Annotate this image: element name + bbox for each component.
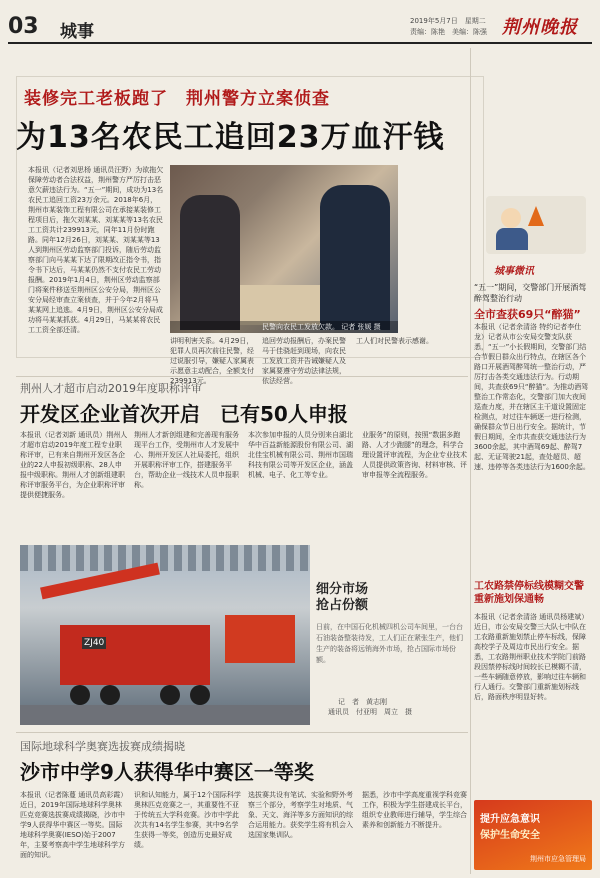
- cartoon-head: [501, 208, 521, 228]
- issue-date: 2019年5月7日 星期二: [410, 17, 486, 25]
- ad-banner-line1: 提升应急意识: [480, 814, 540, 825]
- side-news2-title: 工农路禁停标线模糊交警重新施划保通畅: [474, 581, 584, 605]
- traffic-cone-icon: [528, 206, 544, 226]
- divider: [16, 376, 468, 377]
- side-news2-body: 本报讯（记者余清洛 通讯员杨建斌）近日，市公安局交警三大队七中队在工农路重新施划禁止停车标线，保障高校学子及周边市民出行安全。据悉，工农路荆州职业技术学院门前路段因禁停标线时间较长已模糊不清，一些车辆随意停放，影响过往车辆和行人通行。交警部门重新施划标线后，路面秩序明显好转。: [474, 613, 589, 701]
- article2-kicker: 荆州人才超市启动2019年度职称评审: [20, 382, 202, 395]
- lead-headline: 为13名农民工追回23万血汗钱: [16, 120, 445, 155]
- article3-column-1: 本报讯（记者陈蔓 通讯员高彩霞）近日，2019年国际地球科学奥林匹克竞赛选拔赛成绩揭晓，沙市中学9人获得华中赛区一等奖。国际地球科学奥赛(IESO)始于2007年，主要考察高中学生地球科学方面的知识。: [20, 791, 128, 859]
- lead-subtitle: 装修完工老板跑了 荆州警方立案侦查: [24, 89, 330, 109]
- article3-column-4: 据悉，沙市中学高度重视学科竞赛工作，积极为学生搭建成长平台，组织专业教师进行辅导，学生综合素养和创新能力不断提升。: [362, 791, 467, 829]
- lead-column-4: 工人们对民警表示感谢。: [356, 337, 433, 345]
- article2-column-3: 本次参加申报的人员分别来自湖北华中百益新能源股份有限公司、湖北佳宝机械有限公司、荆州市国瑞科技有限公司等开发区企业，涵盖机械、电子、化工等专业。: [248, 431, 353, 479]
- lead-column-1: 本报讯（记者刘思杨 通讯员汪野）为欲拖欠保障劳动者合法权益，荆州警方严厉打击恶意欠薪违法行为。“五一”期间，成功为13名农民工追回工资23万余元。2018年6月，荆州市某装饰工程有限公司在承接某装修工程项目后，拖欠刘某某、刘某某等13名农民工工资共计239913元，同年11月份时跑路。同年12月26日，刘某某、刘某某等13人到荆州区劳动监察部门投诉，随后劳动监察部门向马某某下达了限期改正指令书，指令书下达后，马某某仍然不支付农民工劳动报酬。2019年1月4日，荆州区劳动监察部门将案件移送至荆州区公安分局，荆州区公安分局经审查立案侦查，并于今年2月将马某某网上追逃。4月9日，荆州区公安分局成功将马某某抓获。4月29日，马某某将农民工工资全部还清。: [28, 166, 164, 334]
- truck-photo: [20, 545, 310, 725]
- side-news1-body: 本报讯（记者余清洛 特约记者李仕龙）记者从市公安局交警支队获悉，“五一”小长假期间，交警部门结合节假日群众出行特点，在辖区各个路口开展酒驾醉驾统一整治行动，严厉打击各类交通违法行为。行动期间，共查获69只“醉猫”。为推动酒驾整治工作常态化，交警部门加大夜间巡查力度，并在辖区主干道设置固定检测点，对过往车辆逐一进行检测，确保群众节日出行安全。据统计，节假日期间，全市共查获交通违法行为3600余起，其中酒驾69起、醉驾7起、无证驾驶21起，查处超员、超速、违停等各类违法行为1600余起。: [474, 323, 590, 471]
- photo-desk: [240, 285, 330, 325]
- wheel: [100, 685, 120, 705]
- factory-floor: [20, 705, 310, 725]
- section-title: 城事: [60, 22, 94, 42]
- factory-roof: [20, 545, 310, 571]
- market-title-line2: 抢占份额: [316, 598, 369, 613]
- article2-column-1: 本报讯（记者刘新 通讯员）荆州人才超市启动2019年度工程专业职称评审，已有来自荆州开发区各企业的22人申报初级职称、28人申报中级职称。荆州人才创新组建职称评审服务平台，为企业职称评审提供便捷服务。: [20, 431, 128, 499]
- article2-headline: 开发区企业首次开启 已有50人申报: [20, 402, 348, 426]
- truck-label: ZJ40: [84, 638, 105, 648]
- market-title-line1: 细分市场: [316, 582, 369, 597]
- market-byline-reporter: 记 者 黄志刚: [338, 698, 387, 706]
- lead-column-2: 讲明利害关系。4月29日，犯罪人员再次前往民警，经过说服引导，嫌疑人家属表示愿意主动配合，全额支付239913元。: [170, 337, 254, 385]
- header-rule: [8, 42, 592, 44]
- article3-headline: 沙市中学9人获得华中赛区一等奖: [20, 760, 314, 784]
- lead-column-3: 追回劳动报酬后，办案民警马于佳骁赶到现场，向农民工发放工资并告诫嫌疑人及家属要遵守劳动法律法规，依法经营。: [262, 337, 346, 385]
- wheel: [190, 685, 210, 705]
- side-cartoon: [486, 196, 586, 254]
- divider: [16, 732, 468, 733]
- photo-person-left: [180, 195, 240, 330]
- newspaper-logo: 荆州晚报: [502, 17, 578, 38]
- page-number: 03: [8, 14, 39, 39]
- side-news1-title: 全市查获69只“醉猫”: [474, 308, 581, 321]
- ad-banner-line2: 保护生命安全: [480, 830, 540, 841]
- wheel: [160, 685, 180, 705]
- wheel: [70, 685, 90, 705]
- ad-banner: [474, 800, 592, 870]
- truck-main: [60, 625, 210, 685]
- side-news1-kicker: “五一”期间，交警部门开展酒驾醉驾整治行动: [474, 283, 587, 303]
- photo-person-right: [320, 185, 390, 330]
- market-body: 日前，在中国石化机械四机公司车间里，一台台石油装备整装待发，工人们正在紧张生产，他们生产的装备将远销海外市场，抢占国际市场份额。: [316, 623, 463, 664]
- lead-photo: [170, 165, 398, 333]
- cartoon-body: [496, 228, 528, 250]
- column-divider: [470, 48, 471, 874]
- ad-banner-sponsor: 荆州市应急管理局: [530, 855, 586, 863]
- market-title: [316, 582, 368, 614]
- article2-column-4: 业服务”的原则，按照“数据多跑路、人才少跑腿”的理念，科学合理设置评审流程，为企业专业技术人员提供政策咨询、材料审核、评审申报等全流程服务。: [362, 431, 467, 479]
- photo-caption: 民警向农民工发放欠款。 记者 张媛 摄: [262, 323, 381, 331]
- article2-column-2: 荆州人才新创组建和完善现有服务现平台工作，受荆州市人才发展中心、荆州开发区人社局委托，组织开展职称评审工作，搭建服务平台，帮助企业一线技术人员申报职称。: [134, 431, 239, 489]
- market-byline-correspondent: 通讯员 付亚明 周立 摄: [328, 708, 412, 716]
- article3-kicker: 国际地球科学奥赛选拔赛成绩揭晓: [20, 740, 185, 753]
- article3-column-2: 识和认知能力，属于12个国际科学奥林匹克竞赛之一，其重要性不亚于传统五大学科竞赛。沙市中学此次共有14名学生参赛，其中9名学生获得一等奖，创造历史最好成绩。: [134, 791, 241, 849]
- side-column-tag: 城事微讯: [494, 266, 534, 277]
- truck-secondary: [225, 615, 295, 663]
- editors-line: 责编：陈艳 美编：陈强: [410, 28, 487, 36]
- article3-column-3: 选拔赛共设有笔试、实验和野外考察三个部分，考察学生对地质、气象、天文、海洋等多方面知识的综合运用能力。获奖学生将有机会入选国家集训队。: [248, 791, 353, 839]
